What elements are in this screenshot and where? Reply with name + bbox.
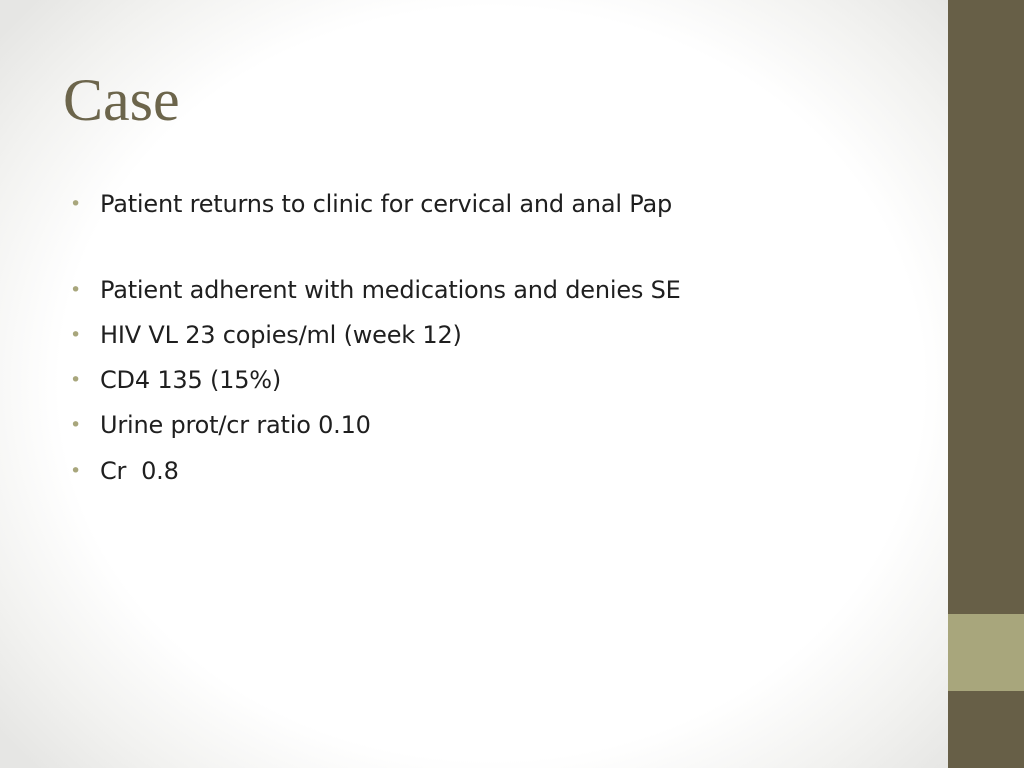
bullet-text: Patient adherent with medications and denies SE bbox=[100, 276, 681, 304]
bullet-icon: • bbox=[70, 414, 82, 436]
list-item bbox=[70, 270, 681, 310]
bullet-icon: • bbox=[70, 193, 82, 215]
list-item bbox=[70, 405, 371, 445]
slide-title: Case bbox=[63, 67, 180, 133]
list-item bbox=[70, 360, 281, 400]
bullet-text: HIV VL 23 copies/ml (week 12) bbox=[100, 321, 462, 349]
list-item bbox=[70, 184, 672, 224]
bullet-icon: • bbox=[70, 460, 82, 482]
bullet-icon: • bbox=[70, 324, 82, 346]
bullet-icon: • bbox=[70, 279, 82, 301]
list-item bbox=[70, 315, 462, 355]
bullet-text: Patient returns to clinic for cervical and anal Pap bbox=[100, 190, 673, 218]
bullet-text: CD4 135 (15%) bbox=[100, 366, 282, 394]
bullet-text: Urine prot/cr ratio 0.10 bbox=[100, 411, 371, 439]
sidebar-accent-block bbox=[948, 614, 1024, 691]
bullet-icon: • bbox=[70, 369, 82, 391]
bullet-text: Cr 0.8 bbox=[100, 457, 179, 485]
list-item bbox=[70, 451, 179, 491]
